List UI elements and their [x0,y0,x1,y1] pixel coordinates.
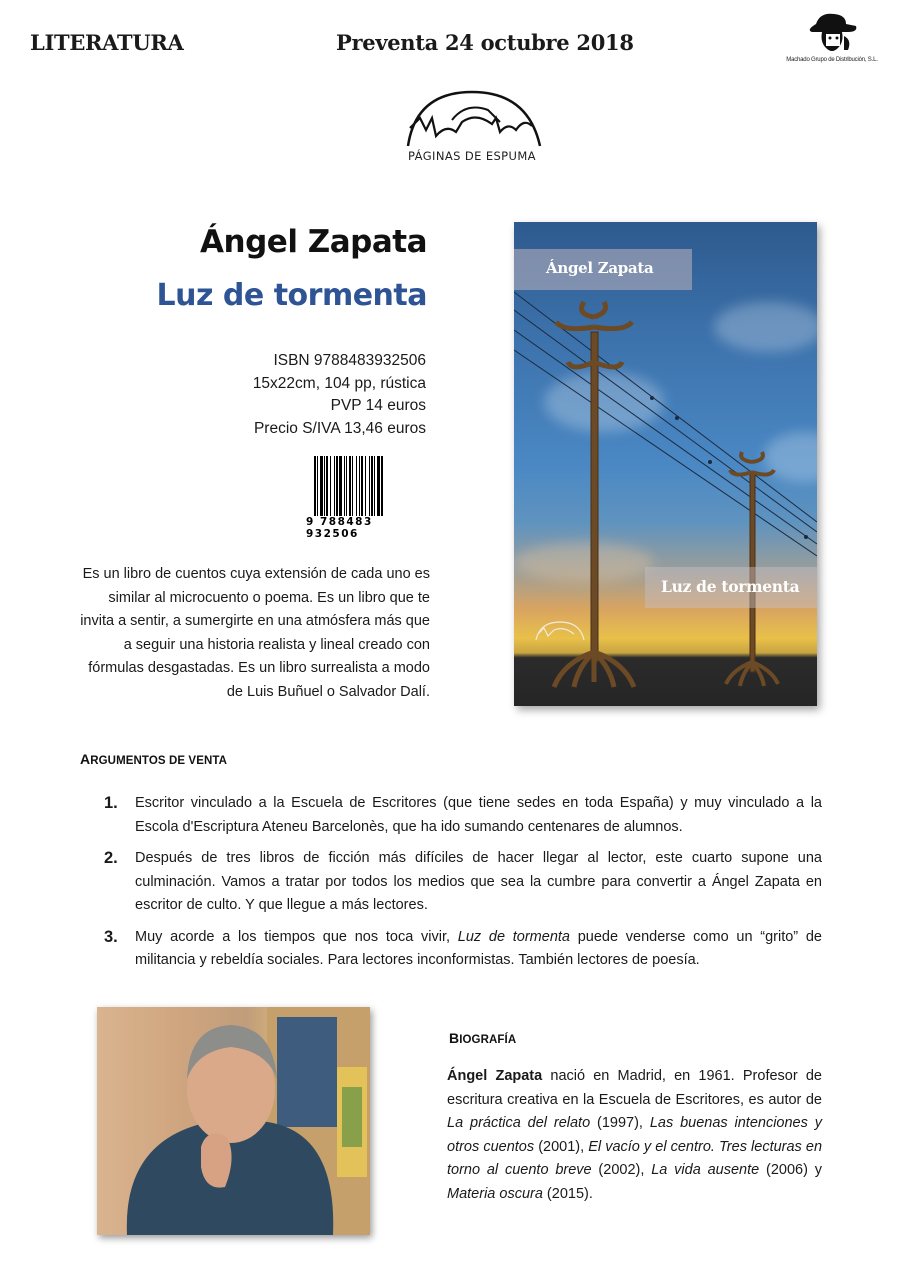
book-cover-image [514,222,817,706]
cover-publisher-mark-icon [536,622,584,640]
work-title: La práctica del relato [447,1115,591,1132]
bio-text: (1997), [590,1115,650,1132]
work-title: Materia oscura [447,1185,543,1202]
barcode-digits: 9 788483 932506 [306,516,373,540]
distributor-caption: Machado Grupo de Distribución, S.L. [786,57,878,63]
format: 15x22cm, 104 pp, rústica [252,374,426,392]
bio-text: nació en Madrid, en 1961. Profesor de escritura creativa en la Escuela de Escritores, es autor de [447,1068,822,1108]
biography-text [447,1065,822,1207]
bio-text: (2002), [591,1162,652,1179]
item-number: 3. [104,927,118,946]
selling-points-list [104,792,822,981]
list-item [104,847,822,918]
price-no-vat: Precio S/IVA 13,46 euros [253,419,426,437]
list-item [104,792,822,839]
bio-name: Ángel Zapata [447,1068,543,1084]
text-part: Muy acorde a los tiempos que nos toca vivir, [135,928,458,945]
item-text: Después de tres libros de ficción más difíciles de hacer llegar al lector, este cuarto supone una culminación. Vamos a tratar por todos los medios que sea la cumbre para convertir a Ángel Zapata en escritor de culto. Y que llegue a más lectores. [135,850,822,913]
author-photo [97,1007,370,1235]
book-title-italic: Luz de tormenta [457,928,570,945]
heading-initial: A [80,751,91,767]
book-specs [253,350,426,440]
barcode [306,456,430,540]
text-part: puede venderse como un “grito” de militancia y rebeldía sociales. Para lectores inconformistas. También lectores de poesía. [135,928,822,968]
heading-rest: RGUMENTOS DE VENTA [90,755,228,767]
bio-text: (2001), [534,1138,589,1155]
work-title: El vacío y el centro. Tres lecturas en torno al cuento breve [447,1138,823,1179]
pvp: PVP 14 euros [330,397,426,414]
publisher-name: PÁGINAS DE ESPUMA [408,149,536,163]
list-item [104,926,822,973]
item-text: Escritor vinculado a la Escuela de Escritores (que tiene sedes en toda España) y muy vinculado a la Escola d'Escriptura Ateneu Barcelonès, que ha ido sumando centenares de alumnos. [135,795,822,835]
man-with-hat-logo-icon [786,10,878,56]
item-number: 1. [104,794,118,812]
cover-author-band [514,249,692,290]
bio-text: (2006) y [759,1162,822,1179]
dome-wave-logo-icon [396,88,548,150]
biography-heading [449,1030,516,1046]
bio-text: (2015). [542,1185,593,1202]
item-text [135,926,822,973]
book-blurb: Es un libro de cuentos cuya extensión de cada uno es similar al microcuento o poema. Es un libro que te invita a sentir, a sumergirte en una atmósfera más que a seguir una historia realista y lineal creado con fórmulas desgastadas. Es un libro surrealista a modo de Luis Buñuel o Salvador Dalí. [80,566,430,700]
presale-date: Preventa 24 octubre 2018 [336,30,634,55]
category-label: LITERATURA [30,30,184,55]
barcode-bars [306,456,430,516]
heading-initial: B [449,1030,460,1046]
work-title: La vida ausente [651,1162,760,1179]
work-title: Las buenas intenciones y otros cuentos [447,1115,822,1155]
author-name: Ángel Zapata [200,224,427,260]
cover-title: Luz de tormenta [661,577,800,596]
publisher-logo [396,88,548,168]
cover-author: Ángel Zapata [546,259,654,277]
book-title: Luz de tormenta [156,278,427,313]
item-number: 2. [104,849,118,867]
distributor-logo [786,10,878,68]
isbn: ISBN 9788483932506 [273,352,426,369]
cover-title-band [645,567,817,608]
selling-points-heading [80,751,227,767]
heading-rest: IOGRAFÍA [459,1034,517,1046]
